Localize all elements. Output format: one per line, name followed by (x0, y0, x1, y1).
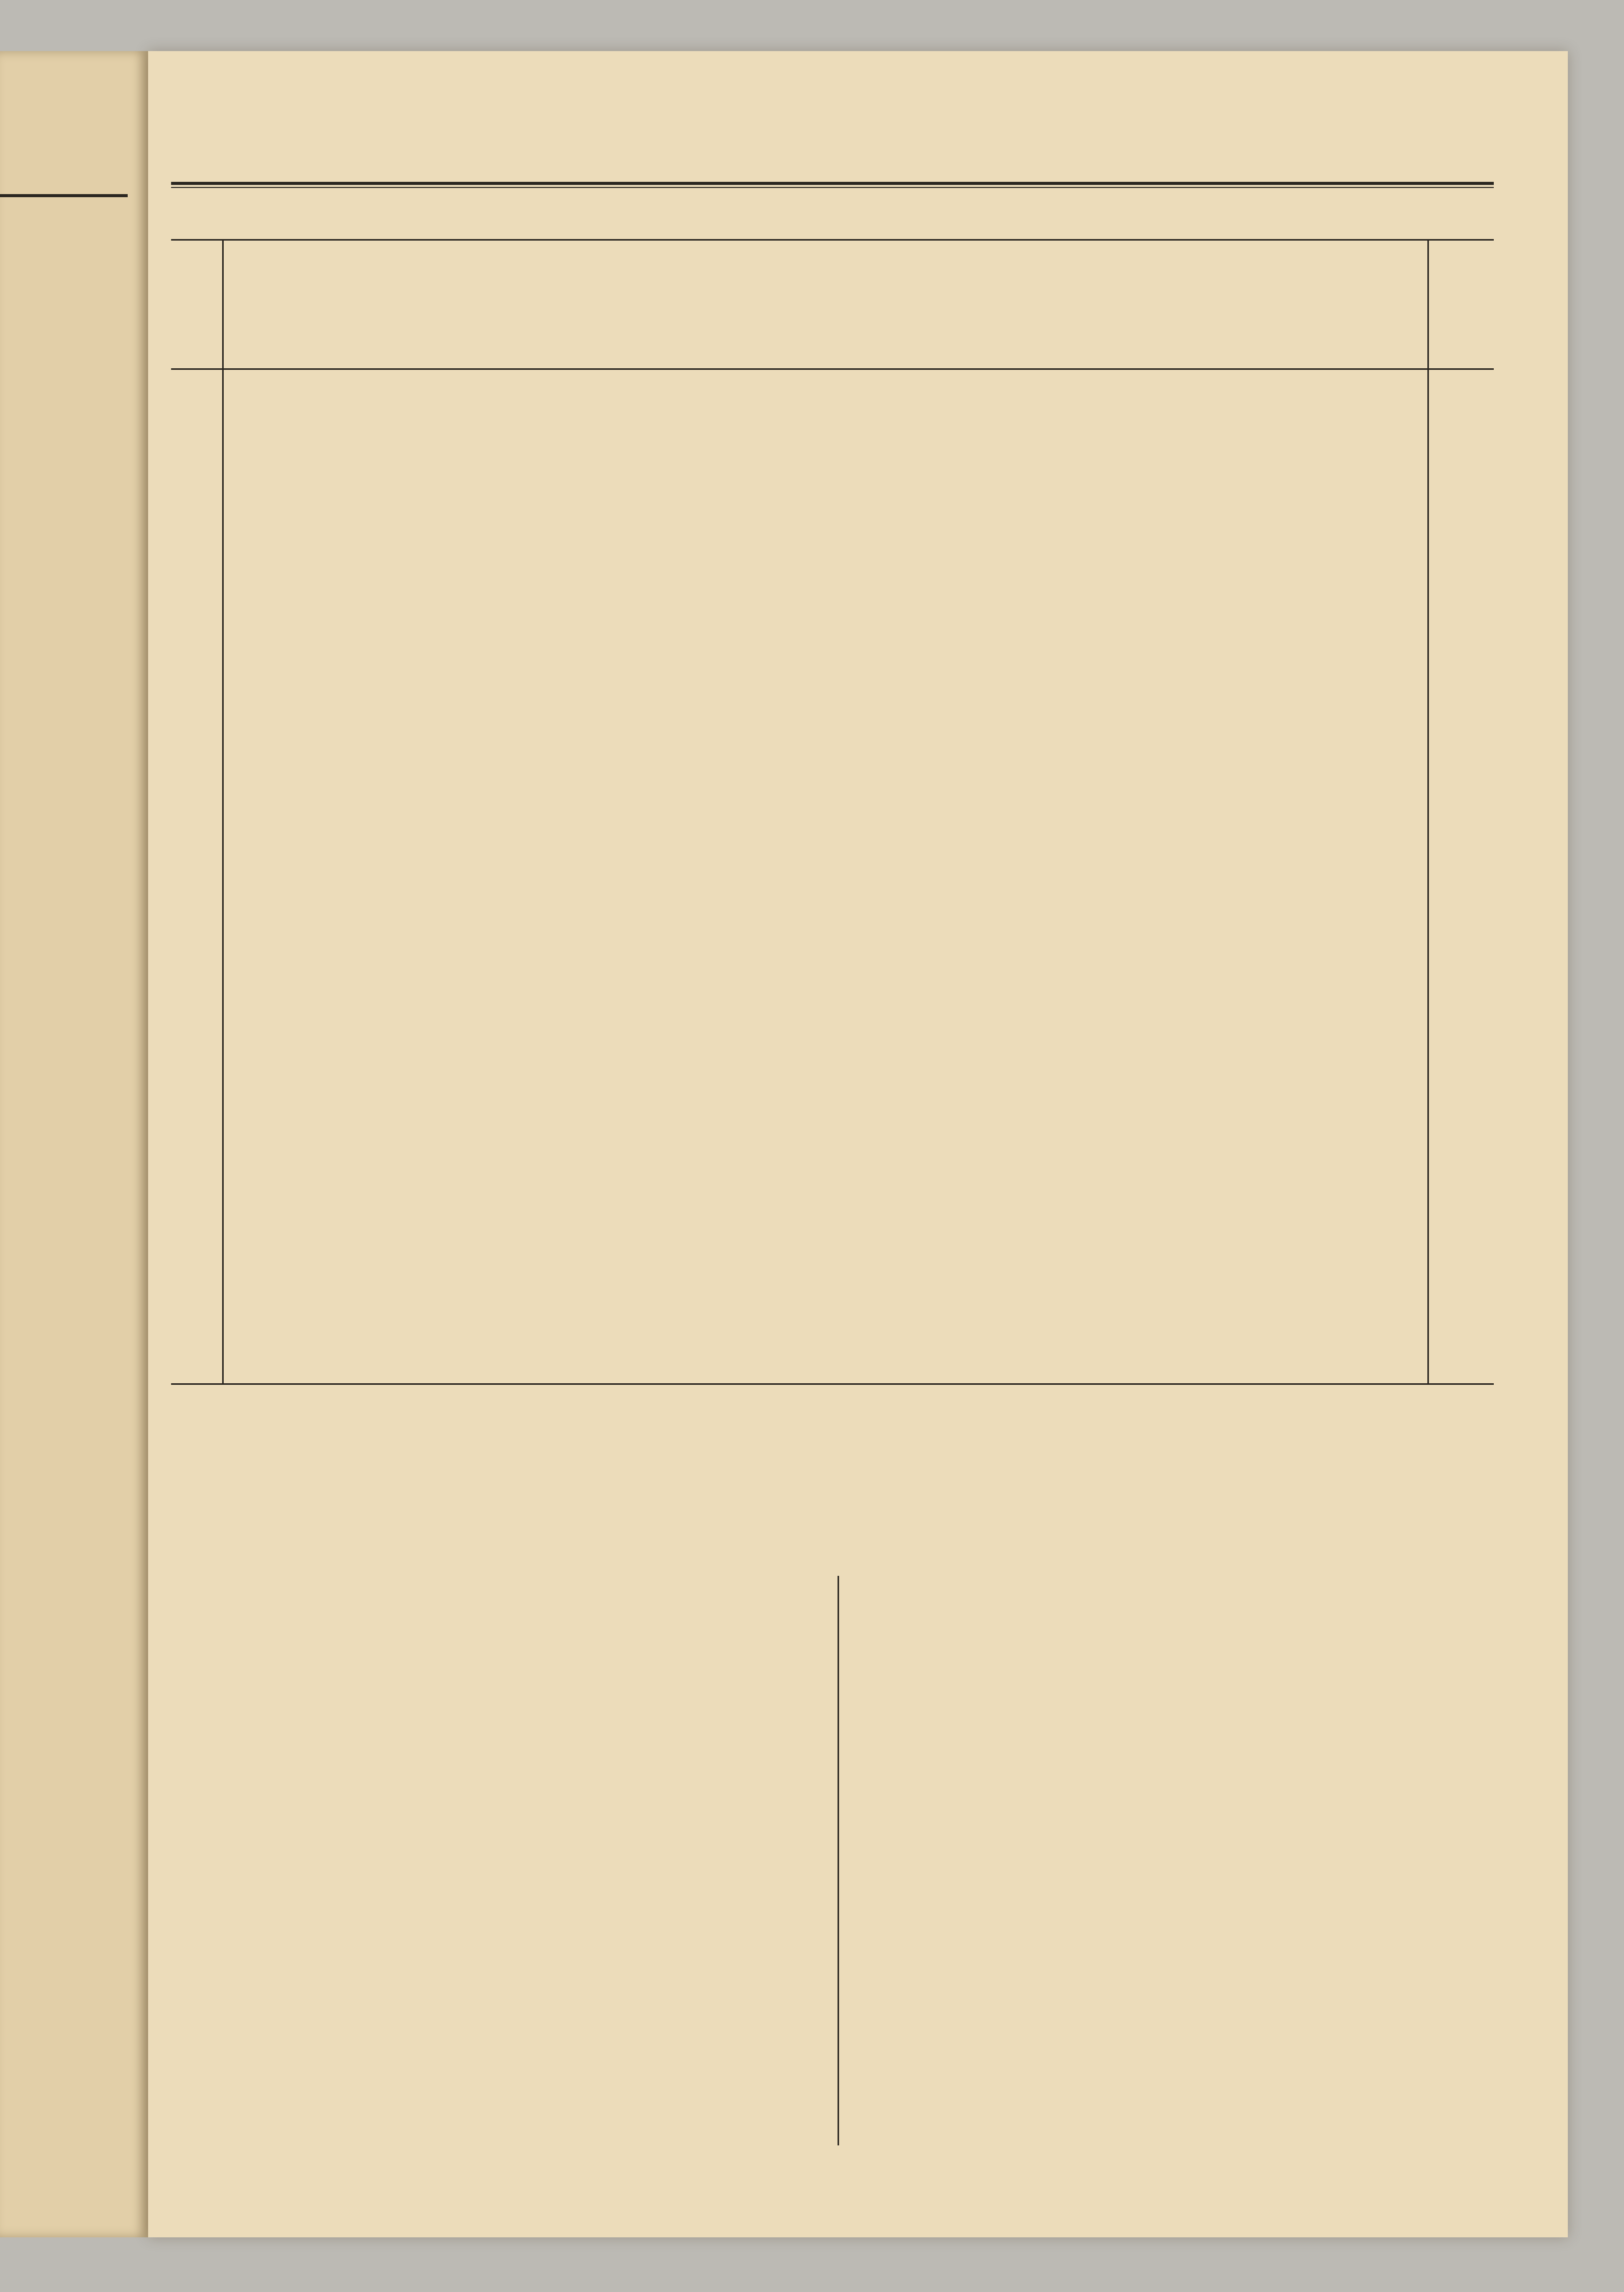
table-header (171, 239, 1494, 370)
adjacent-header-rule (0, 194, 128, 197)
damage-table (171, 367, 1494, 1385)
order-2157 (204, 1578, 822, 1604)
newspaper-page (148, 51, 1568, 2237)
column-divider (838, 1576, 839, 2145)
header-rule-thin (171, 187, 1494, 188)
order-2153-continued (853, 1578, 1496, 1594)
header-rule (171, 182, 1494, 185)
adjacent-page-strip (0, 51, 148, 2237)
